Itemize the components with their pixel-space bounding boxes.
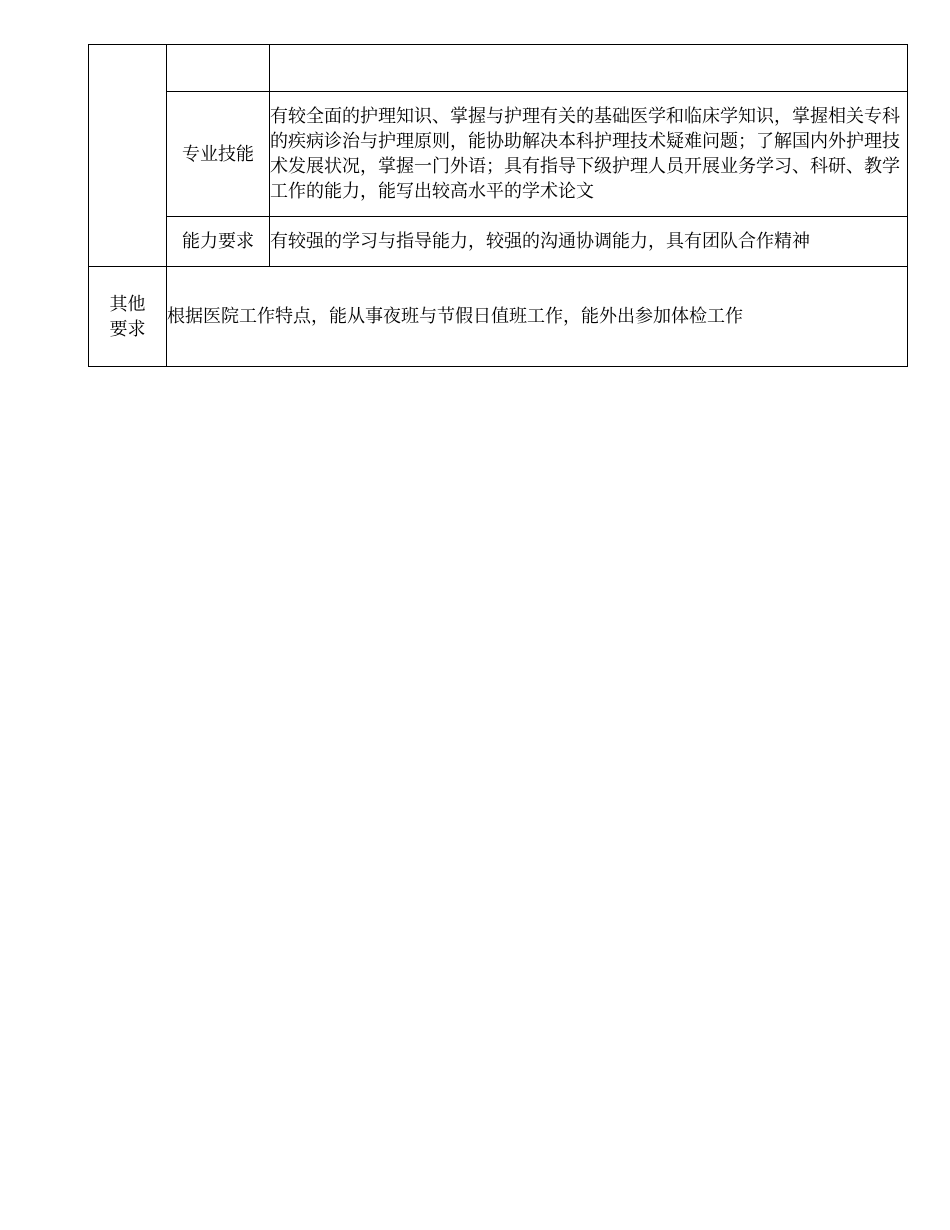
requirements-table xyxy=(88,44,908,367)
empty-label-cell xyxy=(167,45,270,92)
table-row-ability xyxy=(89,217,908,267)
merged-category-cell xyxy=(89,45,167,267)
other-label: 其他要求 xyxy=(109,293,146,340)
other-text: 根据医院工作特点，能从事夜班与节假日值班工作，能外出参加体检工作 xyxy=(167,267,908,367)
skill-label: 专业技能 xyxy=(167,92,270,217)
table-row-empty xyxy=(89,45,908,92)
ability-text: 有较强的学习与指导能力，较强的沟通协调能力，具有团队合作精神 xyxy=(270,217,908,267)
other-label-cell xyxy=(89,267,167,367)
ability-label: 能力要求 xyxy=(167,217,270,267)
table-row-other xyxy=(89,267,908,367)
table-row-skill xyxy=(89,92,908,217)
empty-content-cell xyxy=(270,45,908,92)
skill-text: 有较全面的护理知识、掌握与护理有关的基础医学和临床学知识，掌握相关专科的疾病诊治与护理原则，能协助解决本科护理技术疑难问题；了解国内外护理技术发展状况，掌握一门外语；具有指导下级护理人员开展业务学习、科研、教学工作的能力，能写出较高水平的学术论文 xyxy=(270,92,908,217)
